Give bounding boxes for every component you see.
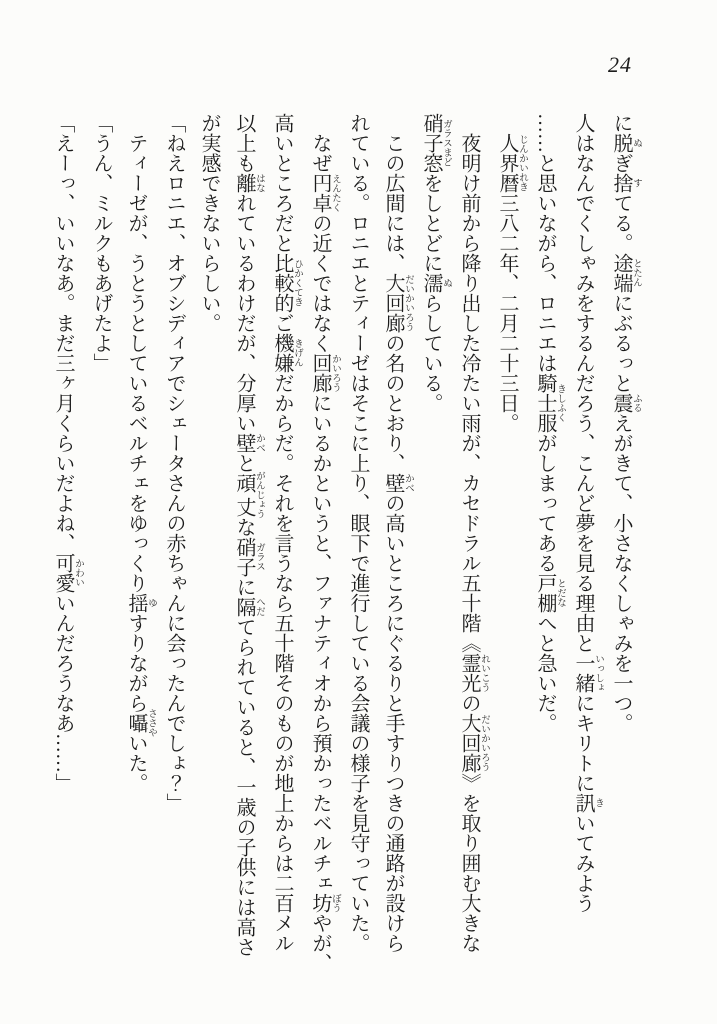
text-line: 高いところだと比較的 ひかくてきご機嫌 きげんだからだ。それを言うなら五十階そのものが地上からは二百メル xyxy=(271,113,302,953)
ruby-annotated-word: 隔 へだ xyxy=(233,596,264,617)
text-line: 「ねえロニエ、オブシディアでシェータさんの赤ちゃんに会ったんでしょ？」 xyxy=(163,113,185,813)
ruby-annotated-word: 硝子 ガラス xyxy=(233,536,264,577)
ruby-annotated-word: 一緒 いっしょ xyxy=(572,653,603,693)
ruby-annotated-word: 比較的 ひかくてき xyxy=(271,253,302,313)
text-line: 硝子窓 ガラスまどをしとどに濡 ぬらしている。 xyxy=(420,113,451,413)
text-line: れている。ロニエとティーゼはそこに上り、眼下で進行している会議の様子を見守っていた。 xyxy=(347,113,369,953)
ruby-annotated-word: 機嫌 きげん xyxy=(271,333,302,373)
ruby-annotated-word: 震 ふる xyxy=(610,393,641,413)
text-block xyxy=(45,113,641,973)
ruby-annotated-word: 捨 す xyxy=(610,173,641,193)
text-line: 人界暦 じんかいれき三八二年、二月二十三日。 xyxy=(496,133,527,433)
ruby-annotated-word: 坊 ぼう xyxy=(309,893,340,913)
text-line: ……と思いながら、ロニエは騎士服 きしふくがしまってある戸棚 とだなへと急いだ。 xyxy=(534,113,565,733)
ruby-annotated-word: 途端 とたん xyxy=(610,253,641,293)
ruby-annotated-word: 大回廊 だいかいろう xyxy=(458,713,489,773)
ruby-annotated-word: 円卓 えんたく xyxy=(309,173,340,213)
text-line: に脱 ぬぎ捨 すてる。途端 とたんにぶるっと震 ふるえがきて、小さなくしゃみを一つ。 xyxy=(610,113,641,733)
ruby-annotated-word: 濡 ぬ xyxy=(420,273,451,293)
text-line: 「うん、ミルクもあげたよ」 xyxy=(90,113,112,373)
text-line: ティーゼが、うとうとしているベルチェをゆっくり揺 ゆすりながら囁 ささやいた。 xyxy=(125,133,156,793)
ruby-annotated-word: 脱 ぬ xyxy=(610,133,641,153)
ruby-annotated-word: 訊 き xyxy=(572,793,603,813)
ruby-annotated-word: 戸棚 とだな xyxy=(534,573,565,613)
text-line: なぜ円卓 えんたくの近くではなく回廊 かいろうにいるかというと、ファナティオから預かったベルチェ坊 ぼうやが、 xyxy=(309,133,340,973)
text-line: 「えーっ、いいなあ。まだ三ヶ月くらいだよね、可愛 かわいいんだろうなあ……」 xyxy=(52,113,83,793)
ruby-annotated-word: 壁 かべ xyxy=(233,433,264,453)
ruby-annotated-word: 離 はな xyxy=(233,173,264,193)
text-line: 以上も離 はなれているわけだが、分厚い壁 かべと頑丈 がんじょうな硝子 ガラスに隔 へだてられていると、一歳の子供には高さ xyxy=(233,113,264,957)
ruby-annotated-word: 霊光 れいこう xyxy=(458,653,489,693)
text-line: が実感できないらしい。 xyxy=(198,113,220,333)
ruby-annotated-word: 回廊 かいろう xyxy=(309,353,340,393)
ruby-annotated-word: 人界暦 じんかいれき xyxy=(496,133,527,193)
ruby-annotated-word: 大回廊 だいかいろう xyxy=(382,273,413,333)
ruby-annotated-word: 可愛 かわい xyxy=(52,553,83,593)
page-number: 24 xyxy=(608,52,632,77)
ruby-annotated-word: 頑丈 がんじょう xyxy=(233,471,264,519)
ruby-annotated-word: 囁 ささや xyxy=(125,708,156,738)
ruby-annotated-word: 揺 ゆ xyxy=(125,593,156,613)
ruby-annotated-word: 硝子窓 ガラスまど xyxy=(420,113,451,173)
text-line: この広間には、大回廊 だいかいろうの名のとおり、壁 かべの高いところにぐるりと手すりつきの通路が設けら xyxy=(382,133,413,953)
text-line: 夜明け前から降り出した冷たい雨が、カセドラル五十階《霊光 れいこうの大回廊 だいかいろう》を取り囲む大きな xyxy=(458,133,489,953)
ruby-annotated-word: 壁 かべ xyxy=(382,473,413,493)
ruby-annotated-word: 騎士服 きしふく xyxy=(534,373,565,433)
text-line: 人はなんでくしゃみをするんだろう、こんど夢を見る理由と一緒 いっしょにキリトに訊 きいてみよう xyxy=(572,113,603,913)
